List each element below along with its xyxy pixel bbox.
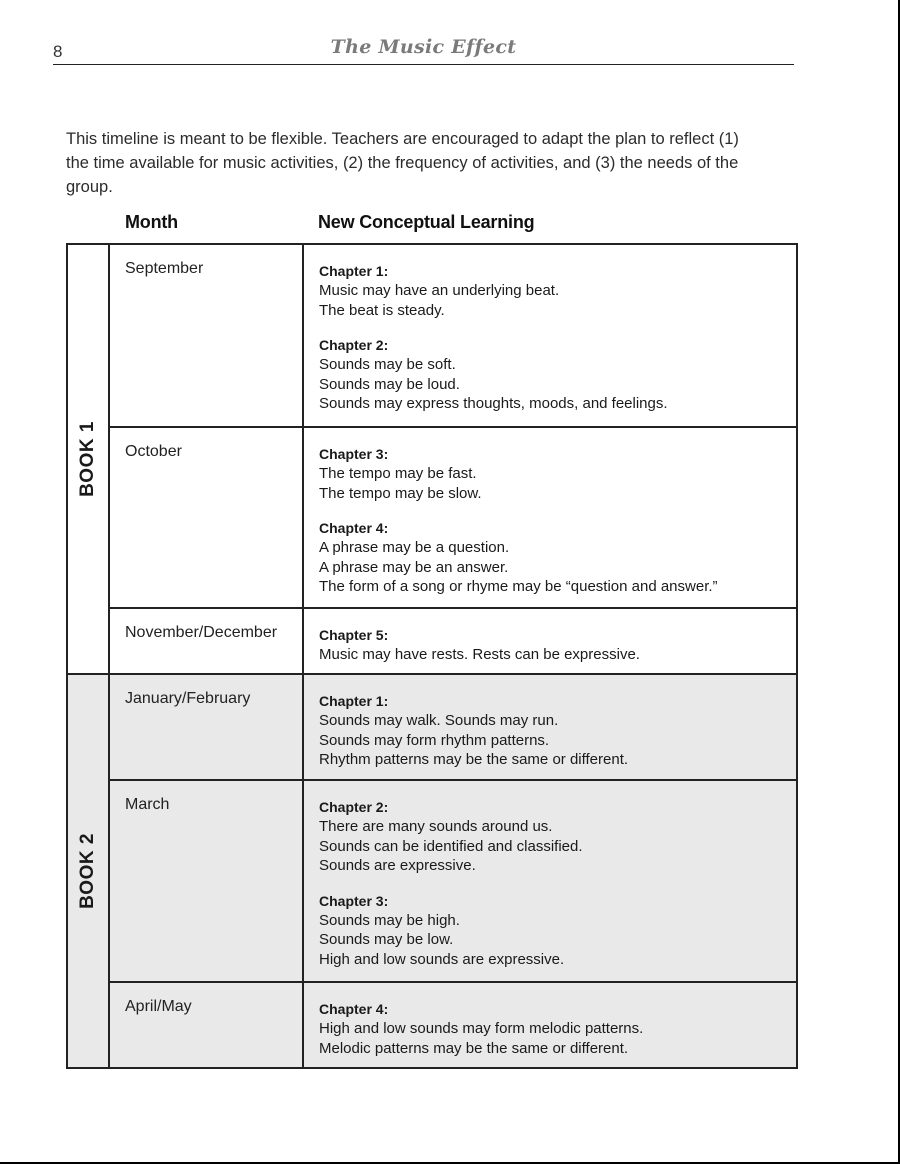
chapter-title: Chapter 4:: [319, 1001, 389, 1017]
page-header: [53, 32, 794, 65]
table-row: [67, 780, 797, 982]
table-row: [67, 608, 797, 674]
chapter-title: Chapter 1:: [319, 263, 389, 279]
chapter-block: [319, 336, 796, 414]
chapter-block: [319, 626, 796, 665]
learning-cell: [303, 244, 797, 427]
concept-line: Sounds may express thoughts, moods, and feelings.: [319, 395, 668, 412]
concept-line: A phrase may be an answer.: [319, 558, 509, 576]
month-cell: October: [109, 427, 303, 608]
concept-line: Sounds are expressive.: [319, 857, 476, 874]
book-label: BOOK 2: [77, 833, 98, 909]
table-row: [67, 427, 797, 608]
concept-line: The tempo may be slow.: [319, 484, 482, 502]
timeline-table: [66, 243, 798, 1069]
chapter-block: [319, 892, 796, 970]
concept-line: Sounds may be loud.: [319, 375, 460, 393]
column-header-month: Month: [125, 212, 178, 232]
chapter-block: [319, 262, 796, 320]
chapter-title: Chapter 2:: [319, 337, 389, 353]
concept-line: Sounds can be identified and classified.: [319, 837, 583, 855]
learning-cell: [303, 982, 797, 1068]
month-cell: January/February: [109, 674, 303, 780]
concept-line: Sounds may be soft.: [319, 356, 456, 373]
concept-line: There are many sounds around us.: [319, 818, 553, 835]
concept-line: High and low sounds are expressive.: [319, 950, 565, 968]
intro-paragraph: This timeline is meant to be flexible. Teachers are encouraged to adapt the plan to reflect (1) the time available for music activities, (2) the frequency of activities, and (3) the needs of the group.: [66, 130, 739, 196]
chapter-title: Chapter 3:: [319, 892, 389, 909]
concept-line: A phrase may be a question.: [319, 539, 510, 556]
concept-line: Sounds may form rhythm patterns.: [319, 731, 550, 749]
concept-line: The form of a song or rhyme may be “question and answer.”: [319, 578, 718, 595]
chapter-title: Chapter 5:: [319, 627, 389, 643]
month-cell: September: [109, 244, 303, 427]
running-title: The Music Effect: [330, 36, 517, 58]
chapter-title: Chapter 3:: [319, 446, 389, 462]
concept-line: Rhythm patterns may be the same or different.: [319, 751, 629, 768]
book-cell: [67, 244, 109, 674]
month-cell: March: [109, 780, 303, 982]
book-label: BOOK 1: [77, 421, 98, 497]
concept-line: Music may have rests. Rests can be expressive.: [319, 646, 640, 663]
page-number: 8: [53, 42, 63, 61]
learning-cell: [303, 674, 797, 780]
concept-line: The beat is steady.: [319, 301, 445, 319]
book-cell: [67, 674, 109, 1068]
chapter-title: Chapter 4:: [319, 520, 389, 536]
chapter-block: [319, 1000, 796, 1058]
month-cell: April/May: [109, 982, 303, 1068]
chapter-block: [319, 445, 796, 503]
concept-line: Sounds may walk. Sounds may run.: [319, 712, 559, 729]
table-row: [67, 982, 797, 1068]
table-row: [67, 244, 797, 427]
chapter-block: [319, 692, 796, 770]
concept-line: Melodic patterns may be the same or different.: [319, 1039, 629, 1057]
learning-cell: [303, 780, 797, 982]
chapter-title: Chapter 2:: [319, 799, 389, 815]
learning-cell: [303, 608, 797, 674]
chapter-block: [319, 798, 796, 876]
month-cell: November/December: [109, 608, 303, 674]
concept-line: High and low sounds may form melodic patterns.: [319, 1020, 644, 1037]
concept-line: Music may have an underlying beat.: [319, 282, 560, 299]
concept-line: Sounds may be high.: [319, 911, 460, 929]
chapter-block: [319, 519, 796, 597]
table-row: [67, 674, 797, 780]
chapter-title: Chapter 1:: [319, 693, 389, 709]
concept-line: The tempo may be fast.: [319, 465, 477, 482]
column-header-learning: New Conceptual Learning: [318, 212, 535, 232]
learning-cell: [303, 427, 797, 608]
concept-line: Sounds may be low.: [319, 931, 454, 948]
